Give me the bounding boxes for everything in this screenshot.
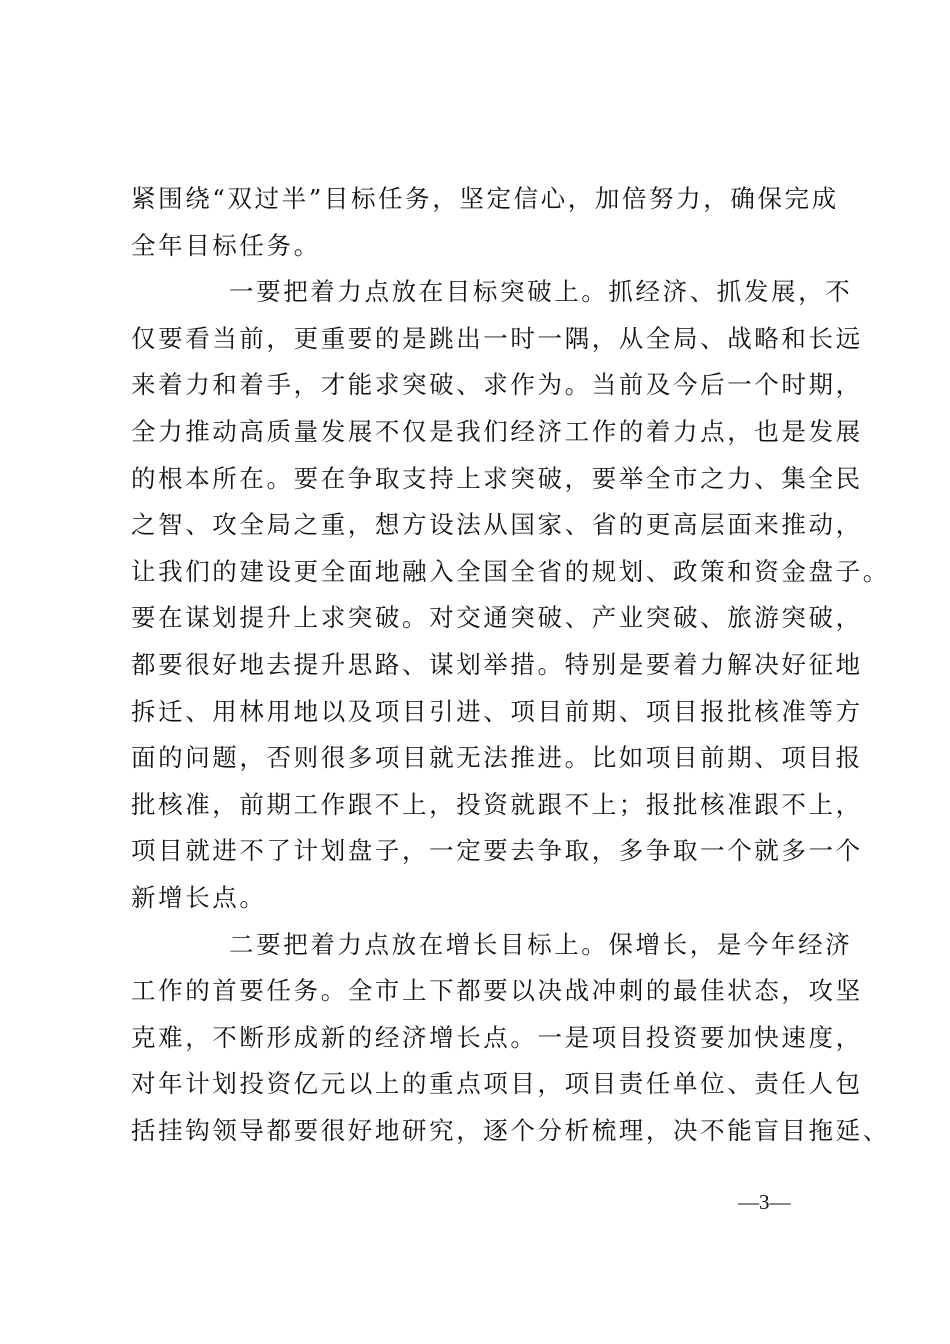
paragraph-line: 对年计划投资亿元以上的重点项目，项目责任单位、责任人包 <box>131 1069 863 1099</box>
paragraph-line: 要在谋划提升上求突破。对交通突破、产业突破、旅游突破， <box>131 603 863 633</box>
paragraph-line: 全力推动高质量发展不仅是我们经济工作的着力点，也是发展 <box>131 416 863 446</box>
paragraph-line: 一要把着力点放在目标突破上。抓经济、抓发展，不 <box>229 277 853 307</box>
paragraph-1 <box>131 176 839 269</box>
paragraph-line: 仅要看当前，更重要的是跳出一时一隅，从全局、战略和长远 <box>131 323 863 353</box>
paragraph-line: 新增长点。 <box>131 882 267 912</box>
paragraph-line: 的根本所在。要在争取支持上求突破，要举全市之力、集全民 <box>131 463 863 493</box>
page-number: —3— <box>738 1190 791 1214</box>
paragraph-line: 批核准，前期工作跟不上，投资就跟不上；报批核准跟不上， <box>131 789 863 819</box>
paragraph-line: 括挂钩领导都要很好地研究，逐个分析梳理，决不能盲目拖延、 <box>131 1115 890 1145</box>
paragraph-line: 项目就进不了计划盘子，一定要去争取，多争取一个就多一个 <box>131 836 863 866</box>
body-text <box>131 176 890 1154</box>
paragraph-line: 二要把着力点放在增长目标上。保增长，是今年经济 <box>229 929 853 959</box>
paragraph-line: 克难，不断形成新的经济增长点。一是项目投资要加快速度， <box>131 1022 863 1052</box>
paragraph-line: 都要很好地去提升思路、谋划举措。特别是要着力解决好征地 <box>131 649 863 679</box>
paragraph-line: 工作的首要任务。全市上下都要以决战冲刺的最佳状态，攻坚 <box>131 976 863 1006</box>
paragraph-line: 紧围绕“双过半”目标任务，坚定信心，加倍努力，确保完成 <box>131 184 839 213</box>
paragraph-line: 来着力和着手，才能求突破、求作为。当前及今后一个时期， <box>131 370 863 400</box>
paragraph-line: 之智、攻全局之重，想方设法从国家、省的更高层面来推动， <box>131 510 863 540</box>
paragraph-line: 拆迁、用林用地以及项目引进、项目前期、项目报批核准等方 <box>131 696 863 726</box>
paragraph-line: 面的问题，否则很多项目就无法推进。比如项目前期、项目报 <box>131 743 863 773</box>
paragraph-2 <box>131 269 890 921</box>
paragraph-line: 让我们的建设更全面地融入全国全省的规划、政策和资金盘子。 <box>131 556 890 586</box>
paragraph-3 <box>131 922 890 1155</box>
paragraph-line: 全年目标任务。 <box>131 230 321 260</box>
